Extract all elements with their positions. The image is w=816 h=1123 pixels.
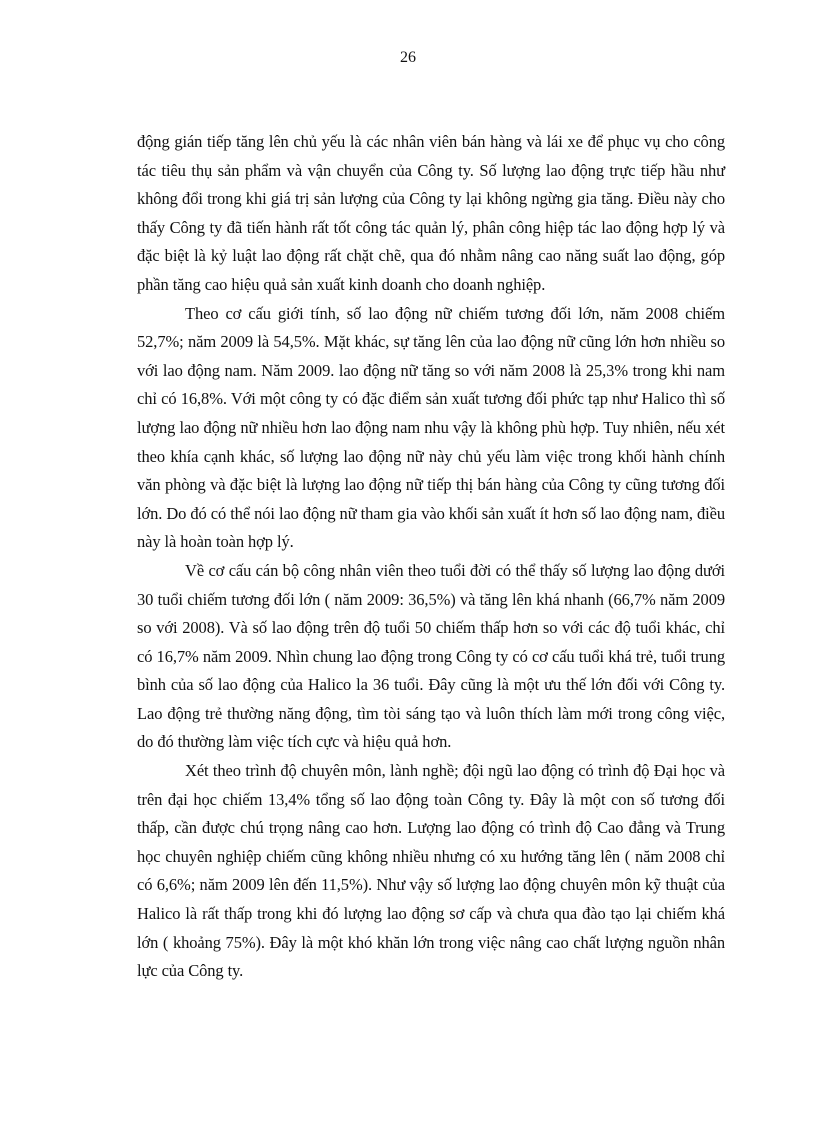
document-body: [137, 128, 725, 986]
paragraph-age-structure: Về cơ cấu cán bộ công nhân viên theo tuổi đời có thể thấy số lượng lao động dưới 30 tuổi chiếm tương đối lớn ( năm 2009: 36,5%) và tăng lên khá nhanh (66,7% năm 2009 so với 2008). Và số lao động trên độ tuổi 50 chiếm thấp hơn so với các độ tuổi khác, chỉ có 16,7% năm 2009. Nhìn chung lao động trong Công ty có cơ cấu tuổi khá trẻ, tuổi trung bình của số lao động của Halico la 36 tuổi. Đây cũng là một ưu thế lớn đối với Công ty. Lao động trẻ thường năng động, tìm tòi sáng tạo và luôn thích làm mới trong công việc, do đó thường làm việc tích cực và hiệu quả hơn.: [137, 560, 725, 752]
paragraph-gender-structure: Theo cơ cấu giới tính, số lao động nữ chiếm tương đối lớn, năm 2008 chiếm 52,7%; năm 2009 là 54,5%. Mặt khác, sự tăng lên của lao động nữ cũng lớn hơn nhiều so với lao động nam. Năm 2009. lao động nữ tăng so với năm 2008 là 25,3% trong khi nam chỉ có 16,8%. Với một công ty có đặc điểm sản xuất tương đối phức tạp như Halico thì số lượng lao động nữ nhiều hơn lao động nam nhu vậy là không phù hợp. Tuy nhiên, nếu xét theo khía cạnh khác, số lượng lao động nữ này chủ yếu làm việc trong khối hành chính văn phòng và đặc biệt là lượng lao động nữ tiếp thị bán hàng của Công ty cũng tương đối lớn. Do đó có thể nói lao động nữ tham gia vào khối sản xuất ít hơn số lao động nam, điều này là hoàn toàn hợp lý.: [137, 303, 725, 552]
paragraph-indirect-labor: động gián tiếp tăng lên chủ yếu là các nhân viên bán hàng và lái xe để phục vụ cho công tác tiêu thụ sản phẩm và vận chuyển của Công ty. Số lượng lao động trực tiếp hầu như không đổi trong khi giá trị sản lượng của Công ty lại không ngừng gia tăng. Điều này cho thấy Công ty đã tiến hành rất tốt công tác quản lý, phân công hiệp tác lao động hợp lý và đặc biệt là kỷ luật lao động rất chặt chẽ, qua đó nhằm nâng cao năng suất lao động, góp phần tăng cao hiệu quả sản xuất kinh doanh cho doanh nghiệp.: [137, 132, 725, 294]
paragraph-qualification-structure: Xét theo trình độ chuyên môn, lành nghề; đội ngũ lao động có trình độ Đại học và trên đại học chiếm 13,4% tổng số lao động toàn Công ty. Đây là một con số tương đối thấp, cần được chú trọng nâng cao hơn. Lượng lao động có trình độ Cao đẳng và Trung học chuyên nghiệp chiếm cũng không nhiều nhưng có xu hướng tăng lên ( năm 2008 chỉ có 6,6%; năm 2009 lên đến 11,5%). Như vậy số lượng lao động chuyên môn kỹ thuật của Halico là rất thấp trong khi đó lượng lao động sơ cấp và chưa qua đào tạo lại chiếm khá lớn ( khoảng 75%). Đây là một khó khăn lớn trong việc nâng cao chất lượng nguồn nhân lực của Công ty.: [137, 761, 725, 981]
page-number: 26: [400, 49, 416, 66]
